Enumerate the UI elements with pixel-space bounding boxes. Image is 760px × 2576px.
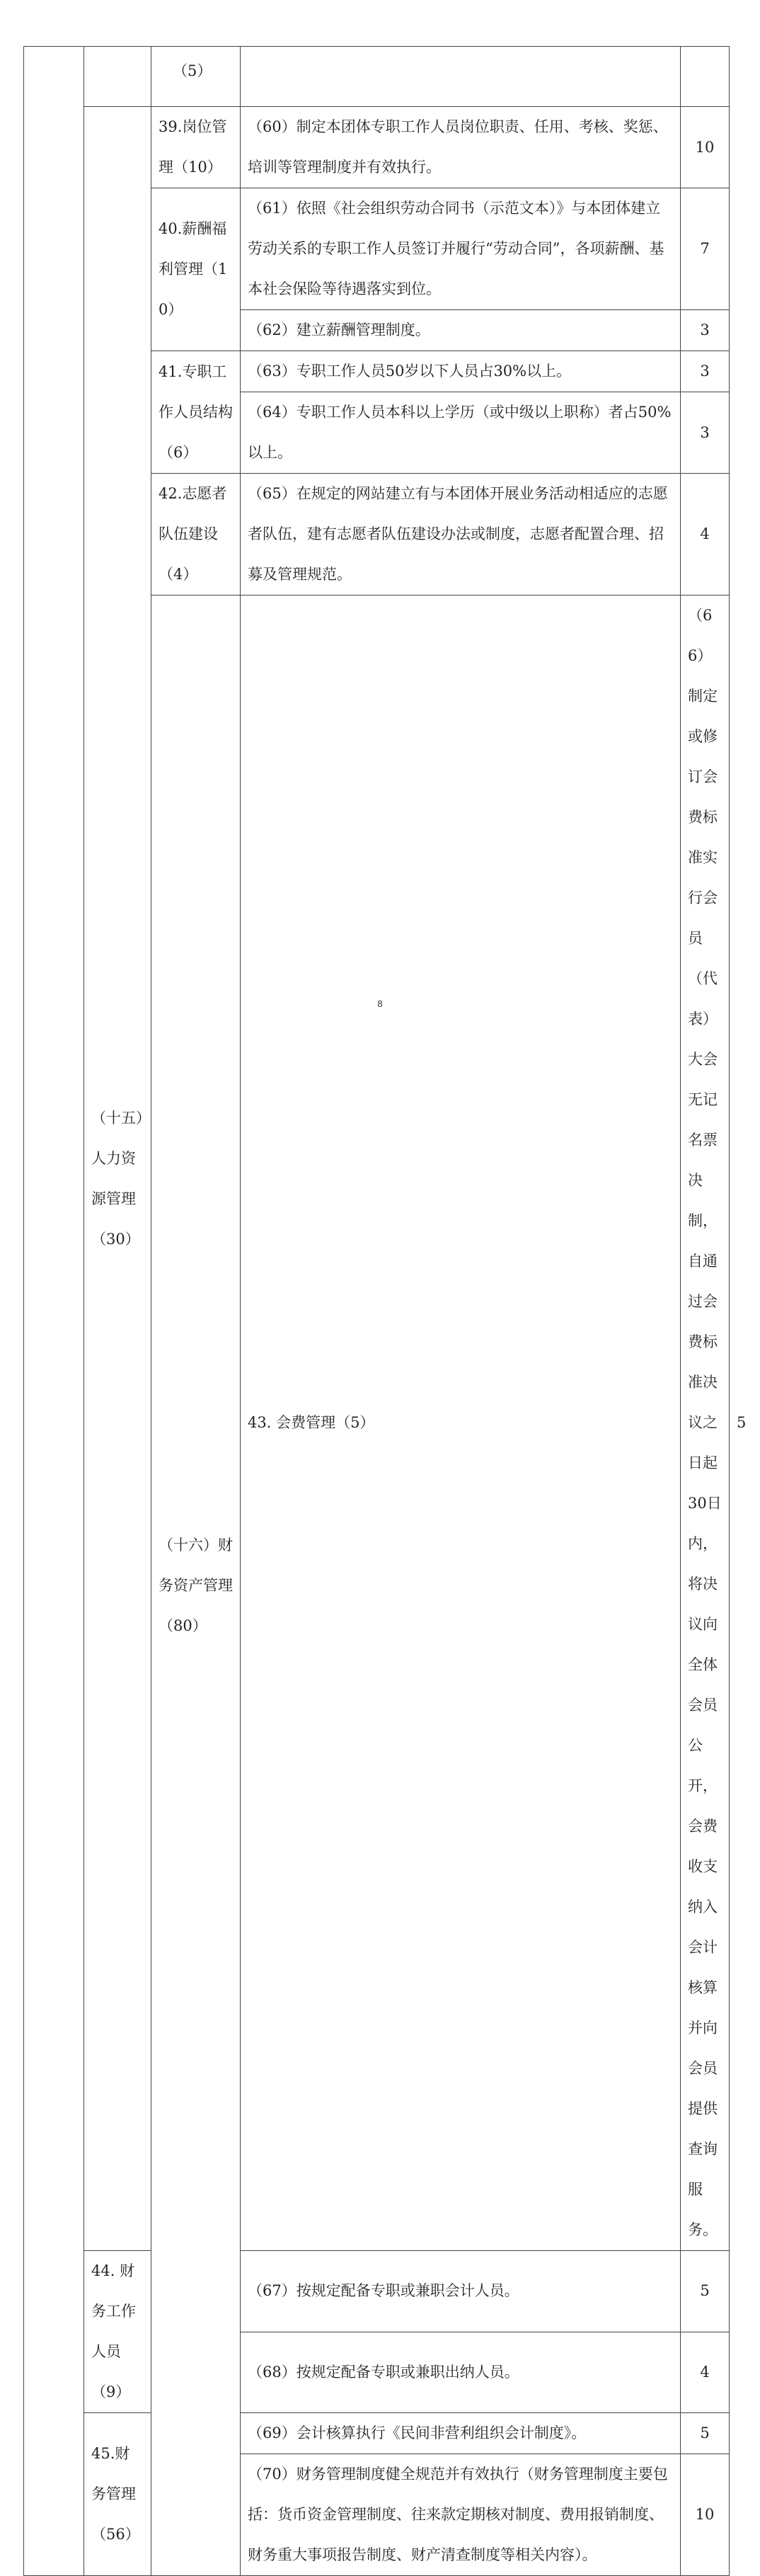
item-cell: 45.财务管理（56）	[84, 2413, 151, 2576]
score-cell: 3	[681, 310, 730, 351]
table-row	[24, 2251, 730, 2332]
item-cell: 40.薪酬福利管理（10）	[151, 188, 241, 351]
table-row	[24, 47, 730, 107]
score-cell: 7	[681, 188, 730, 310]
item-cell: （5）	[151, 47, 241, 107]
table-row	[24, 107, 730, 188]
requirement-cell: （61）依照《社会组织劳动合同书（示范文本）》与本团体建立劳动关系的专职工作人员签订并履行“劳动合同”，各项薪酬、基本社会保险等待遇落实到位。	[241, 188, 681, 310]
category-column	[24, 47, 84, 2576]
table-row	[24, 2413, 730, 2454]
requirement-cell	[241, 47, 681, 107]
score-cell: 5	[681, 2251, 730, 2332]
category-cell: （十五）人力资源管理（30）	[84, 107, 151, 2251]
requirement-cell: （69）会计核算执行《民间非营利组织会计制度》。	[241, 2413, 681, 2454]
item-cell: 44. 财务工作人员（9）	[84, 2251, 151, 2413]
score-cell: 3	[681, 351, 730, 392]
score-cell: 10	[681, 2454, 730, 2576]
item-cell: 41.专职工作人员结构（6）	[151, 351, 241, 474]
requirement-cell: （62）建立薪酬管理制度。	[241, 310, 681, 351]
requirement-cell: （66）制定或修订会费标准实行会员（代表）大会无记名票决制，自通过会费标准决议之日起30日内，将决议向全体会员公开，会费收支纳入会计核算并向会员提供查询服务。	[681, 595, 730, 2251]
score-cell: 5	[681, 2413, 730, 2454]
score-cell: 4	[681, 2332, 730, 2413]
requirement-cell: （70）财务管理制度健全规范并有效执行（财务管理制度主要包括：货币资金管理制度、往来款定期核对制度、费用报销制度、财务重大事项报告制度、财产清查制度等相关内容）。	[241, 2454, 681, 2576]
requirement-cell: （65）在规定的网站建立有与本团体开展业务活动相适应的志愿者队伍，建有志愿者队伍建设办法或制度，志愿者配置合理、招募及管理规范。	[241, 474, 681, 595]
score-cell: 3	[681, 392, 730, 474]
requirement-cell: （60）制定本团体专职工作人员岗位职责、任用、考核、奖惩、培训等管理制度并有效执行。	[241, 107, 681, 188]
score-cell: 4	[681, 474, 730, 595]
evaluation-table	[23, 46, 747, 2576]
item-cell: 43. 会费管理（5）	[241, 595, 681, 2251]
score-cell	[681, 47, 730, 107]
requirement-cell: （67）按规定配备专职或兼职会计人员。	[241, 2251, 681, 2332]
requirement-cell: （64）专职工作人员本科以上学历（或中级以上职称）者占50%以上。	[241, 392, 681, 474]
table-row: （十六）财务资产管理（80） 43. 会费管理（5） （66）制定或修订会费标准实行会员（代表）大会无记名票决制，自通过会费标准决议之日起30日内，将决议向全体会员公开，会费收支纳入会计核算并向会员提供查询服务。 5	[24, 595, 730, 2251]
requirement-cell: （68）按规定配备专职或兼职出纳人员。	[241, 2332, 681, 2413]
category-cell: （十六）财务资产管理（80）	[151, 595, 241, 2576]
category-cell	[84, 47, 151, 107]
item-cell: 39.岗位管理（10）	[151, 107, 241, 188]
page-number: 8	[377, 998, 383, 1009]
score-cell: 10	[681, 107, 730, 188]
item-cell: 42.志愿者队伍建设（4）	[151, 474, 241, 595]
requirement-cell: （63）专职工作人员50岁以下人员占30%以上。	[241, 351, 681, 392]
